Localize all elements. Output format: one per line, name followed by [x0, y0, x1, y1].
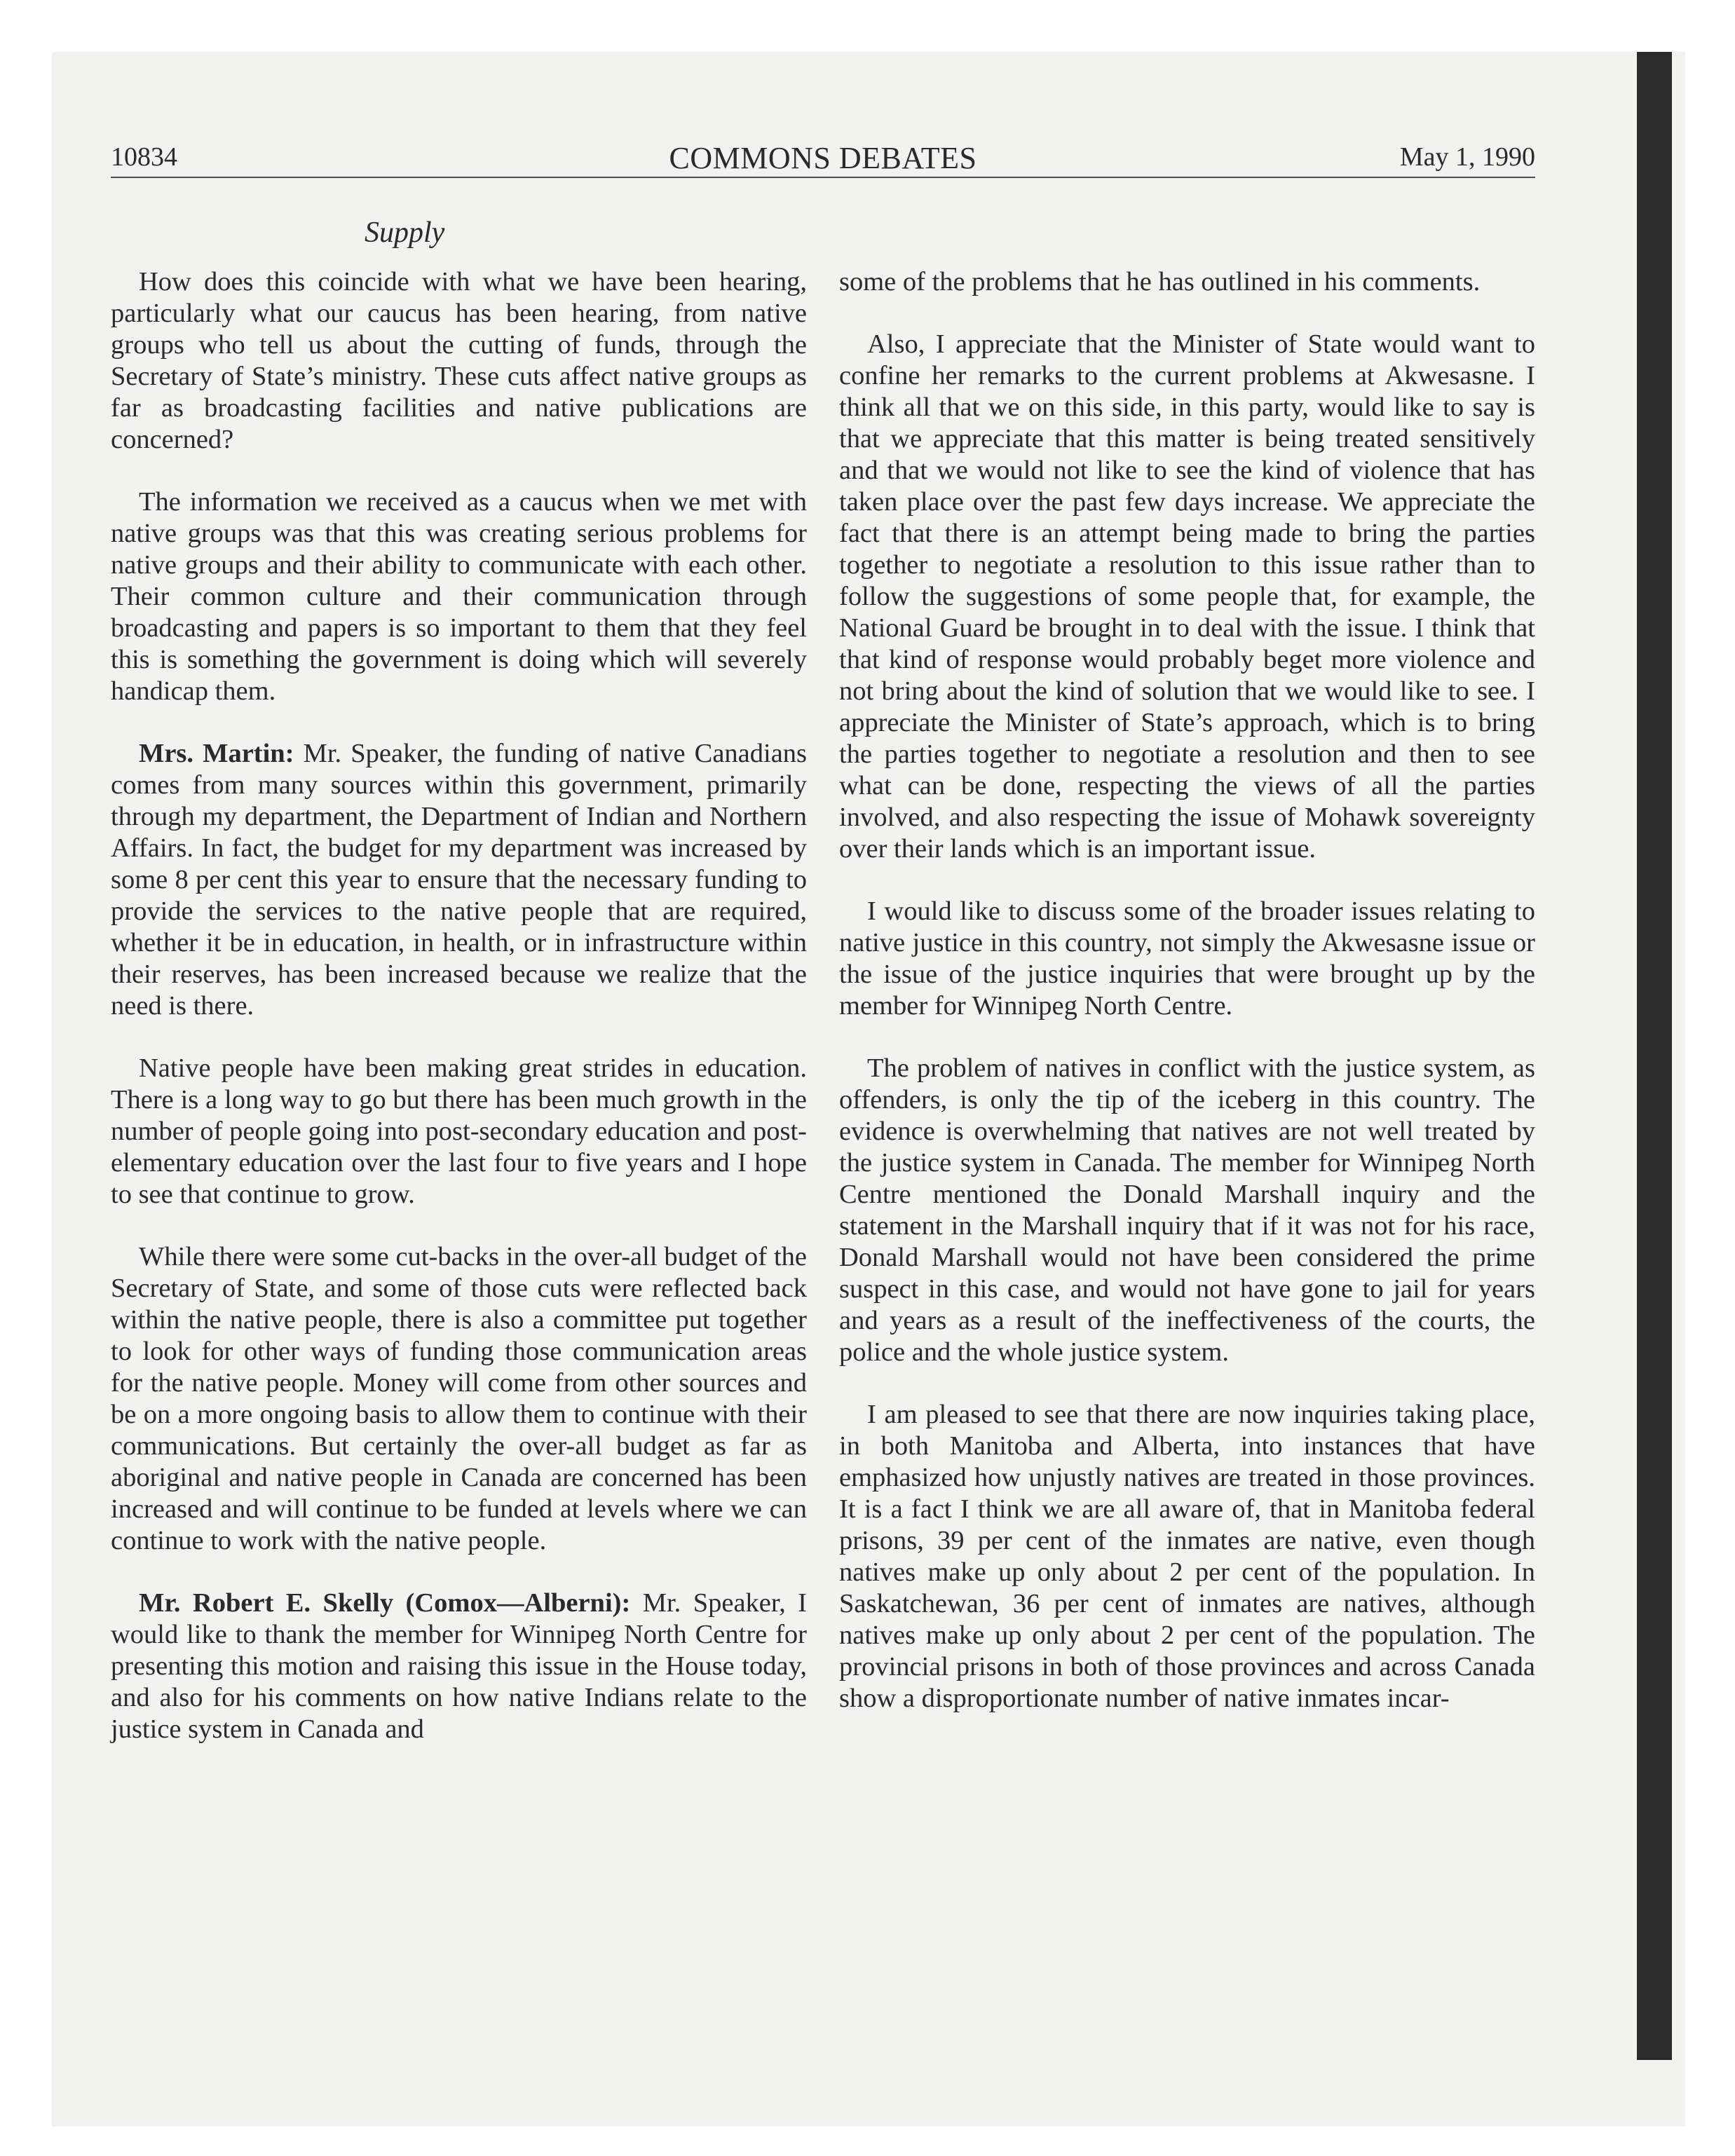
- page-number: 10834: [111, 142, 177, 172]
- paragraph: [839, 896, 1535, 1022]
- paragraph-text: The information we received as a caucus when we met with native groups was that this was creating serious problems for native groups and their ability to communicate with each other. Their common culture and their communication through broadcasting and papers is so important to them that they feel this is something the government is doing which will severely handicap them.: [111, 487, 807, 706]
- paragraph-text: Mr. Speaker, I would like to thank the member for Winnipeg North Centre for presenting this motion and raising this issue in the House today, and also for his comments on how native Indians relate to the justice system in Canada and: [111, 1588, 808, 1744]
- paragraph-text: Mr. Speaker, the funding of native Canadians comes from many sources within this government, primarily through my department, the Department of Indian and Northern Affairs. In fact, the budget for my department was increased by some 8 per cent this year to ensure that the necessary funding to provide the services to the native people that are required, whether it be in education, in health, or in infrastructure within their reserves, has been increased because we realize that the need is there.: [111, 739, 808, 1021]
- speaker-name: Mr. Robert E. Skelly (Comox—Alberni):: [139, 1588, 631, 1618]
- paragraph: [111, 1588, 807, 1745]
- paragraph: [839, 1399, 1535, 1714]
- paragraph-text: I am pleased to see that there are now inquiries taking place, in both Manitoba and Alberta, into instances that have emphasized how unjustly natives are treated in those provinces. It is a fact I think we are all aware of, that in Manitoba federal prisons, 39 per cent of the inmates are native, even though natives make up only about 2 per cent of the population. In Saskatchewan, 36 per cent of inmates are natives, although natives make up only about 2 per cent of the population. The provincial prisons in both of those provinces and across Canada show a disproportionate number of native inmates incar-: [839, 1400, 1535, 1713]
- paragraph: [839, 329, 1535, 865]
- left-column: [111, 266, 807, 1776]
- scan-edge-shadow: [1637, 52, 1672, 2060]
- running-header: [111, 137, 1535, 178]
- speaker-name: Mrs. Martin:: [139, 739, 294, 768]
- paragraph-text: Native people have been making great strides in education. There is a long way to go but there has been much growth in the number of people going into post-secondary education and post-elementary education over the last four to five years and I hope to see that continue to grow.: [111, 1053, 807, 1209]
- paragraph-text: How does this coincide with what we have been hearing, particularly what our caucus has been hearing, from native groups who tell us about the cutting of funds, through the Secretary of State’s ministry. These cuts affect native groups as far as broadcasting facilities and native publications are concerned?: [111, 267, 807, 454]
- paragraph: [839, 266, 1535, 298]
- paragraph-text: The problem of natives in conflict with the justice system, as offenders, is only the tip of the iceberg in this country. The evidence is overwhelming that natives are not well treated by the justice system in Canada. The member for Winnipeg North Centre mentioned the Donald Marshall inquiry and the statement in the Marshall inquiry that if it was not for his race, Donald Marshall would not have been considered the prime suspect in this case, and would not have gone to jail for years and years as a result of the ineffectiveness of the courts, the police and the whole justice system.: [839, 1053, 1535, 1367]
- paragraph-text: some of the problems that he has outlined in his comments.: [839, 267, 1481, 296]
- right-column: [839, 266, 1535, 1745]
- publication-title: COMMONS DEBATES: [669, 141, 977, 175]
- section-heading: Supply: [365, 217, 445, 249]
- paragraph: [111, 486, 807, 707]
- paragraph-text: I would like to discuss some of the broader issues relating to native justice in this country, not simply the Akwesasne issue or the issue of the justice inquiries that were brought up by the member for Winnipeg North Centre.: [839, 896, 1535, 1021]
- paragraph-text: While there were some cut-backs in the over-all budget of the Secretary of State, and some of those cuts were reflected back within the native people, there is also a committee put together to look for other ways of funding those communication areas for the native people. Money will come from other sources and be on a more ongoing basis to allow them to continue with their communications. But certainly the over-all budget as far as aboriginal and native people in Canada are concerned has been increased and will continue to be funded at levels where we can continue to work with the native people.: [111, 1242, 807, 1555]
- paragraph: [111, 1053, 807, 1210]
- paragraph: [111, 266, 807, 456]
- paragraph: [111, 738, 807, 1022]
- paragraph: [111, 1241, 807, 1557]
- paragraph-text: Also, I appreciate that the Minister of State would want to confine her remarks to the current problems at Akwesasne. I think all that we on this side, in this party, would like to say is that we appreciate that this matter is being treated sensitively and that we would not like to see the kind of violence that has taken place over the past few days increase. We appreciate the fact that there is an attempt being made to bring the parties together to negotiate a resolution to this issue rather than to follow the suggestions of some people that, for example, the National Guard be brought in to deal with the issue. I think that that kind of response would probably beget more violence and not bring about the kind of solution that we would like to see. I appreciate the Minister of State’s approach, which is to bring the parties together to negotiate a resolution and then to see what can be done, respecting the views of all the parties involved, and also respecting the issue of Mohawk sovereignty over their lands which is an important issue.: [839, 329, 1535, 864]
- paragraph: [839, 1053, 1535, 1368]
- issue-date: May 1, 1990: [1399, 142, 1535, 172]
